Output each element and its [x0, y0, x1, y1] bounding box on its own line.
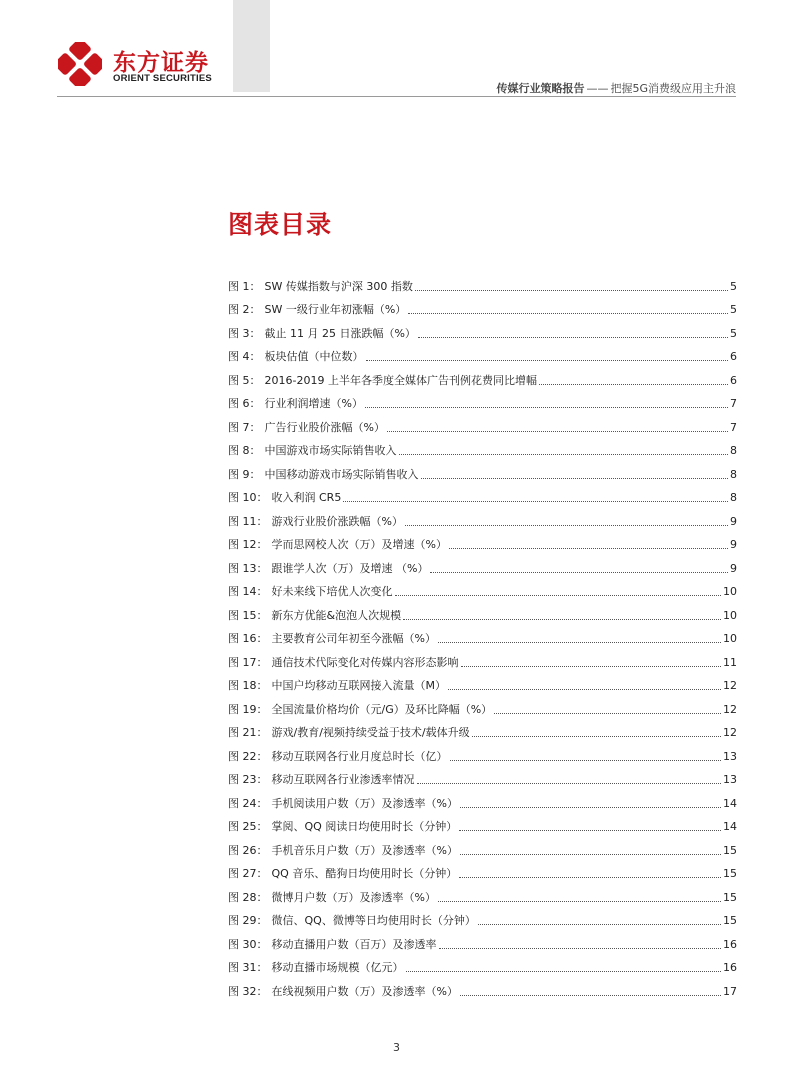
toc-dot-leader	[343, 501, 728, 502]
toc-entry-page: 6	[730, 373, 737, 387]
toc-entry-text: SW 传媒指数与沪深 300 指数	[264, 279, 413, 293]
toc-entry[interactable]	[228, 881, 737, 905]
toc-entry[interactable]	[228, 740, 737, 764]
toc-entry-text: 广告行业股价涨幅（%）	[264, 420, 385, 434]
toc-entry[interactable]	[228, 576, 737, 600]
toc-entry[interactable]	[228, 670, 737, 694]
toc-entry-label: 图 2：	[228, 303, 261, 316]
toc-entry-text: 移动互联网各行业月度总时长（亿）	[271, 749, 448, 763]
toc-entry-page: 16	[723, 961, 737, 974]
toc-entry-text: 跟谁学人次（万）及增速 （%）	[271, 561, 429, 575]
toc-entry-text: 学而思网校人次（万）及增速（%）	[271, 538, 447, 551]
toc-entry-page: 14	[723, 796, 737, 810]
toc-dot-leader	[472, 736, 721, 737]
toc-dot-leader	[365, 407, 728, 408]
toc-dot-leader	[460, 854, 721, 855]
toc-entry-text: 中国移动游戏市场实际销售收入	[264, 467, 419, 481]
toc-entry-text: 中国户均移动互联网接入流量（M）	[271, 679, 446, 692]
toc-entry-page: 12	[723, 702, 737, 716]
toc-entry-label: 图 5：	[228, 373, 261, 387]
toc-entry-label: 图 10：	[228, 491, 268, 504]
toc-entry[interactable]	[228, 435, 737, 459]
toc-dot-leader	[439, 948, 722, 949]
toc-dot-leader	[494, 713, 721, 714]
toc-entry-page: 9	[730, 561, 737, 575]
toc-entry-label: 图 23：	[228, 773, 268, 786]
toc-dot-leader	[448, 689, 721, 690]
toc-entry-text: 好未来线下培优人次变化	[271, 585, 393, 598]
toc-entry[interactable]	[228, 975, 737, 999]
toc-entry[interactable]	[228, 599, 737, 623]
toc-entry[interactable]	[228, 294, 737, 318]
toc-entry-page: 11	[723, 655, 737, 669]
toc-entry-label: 图 25：	[228, 820, 268, 833]
toc-dot-leader	[417, 783, 722, 784]
toc-entry[interactable]	[228, 646, 737, 670]
toc-entry-page: 9	[730, 514, 737, 528]
toc-entry[interactable]	[228, 905, 737, 929]
toc-entry-label: 图 32：	[228, 984, 268, 998]
toc-entry-label: 图 17：	[228, 655, 268, 669]
toc-entry[interactable]	[228, 270, 737, 294]
toc-entry-text: 行业利润增速（%）	[264, 397, 363, 410]
toc-entry-text: 主要教育公司年初至今涨幅（%）	[271, 632, 436, 645]
toc-entry-page: 10	[723, 632, 737, 645]
toc-entry-text: 通信技术代际变化对传媒内容形态影响	[271, 655, 459, 669]
toc-dot-leader	[366, 360, 729, 361]
toc-entry-page: 5	[730, 303, 737, 316]
toc-entry-text: 手机阅读用户数（万）及渗透率（%）	[271, 796, 458, 810]
report-type: 传媒行业策略报告	[496, 82, 585, 95]
toc-entry[interactable]	[228, 693, 737, 717]
toc-entry-label: 图 3：	[228, 326, 261, 340]
toc-entry-page: 14	[723, 820, 737, 833]
figure-toc-list	[228, 270, 737, 999]
toc-entry-text: 移动直播市场规模（亿元）	[271, 961, 404, 974]
toc-entry-label: 图 15：	[228, 608, 268, 622]
toc-entry-text: 移动直播用户数（百万）及渗透率	[271, 937, 437, 951]
toc-entry-label: 图 13：	[228, 561, 268, 575]
toc-dot-leader	[438, 901, 721, 902]
toc-entry-text: 移动互联网各行业渗透率情况	[271, 773, 415, 786]
toc-entry-label: 图 31：	[228, 961, 268, 974]
toc-entry-text: 游戏行业股价涨跌幅（%）	[271, 514, 403, 528]
toc-entry-label: 图 18：	[228, 679, 268, 692]
toc-entry-label: 图 8：	[228, 444, 261, 457]
toc-entry-label: 图 4：	[228, 350, 261, 363]
toc-dot-leader	[438, 642, 721, 643]
report-subtitle: 把握5G消费级应用主升浪	[610, 82, 736, 95]
toc-entry-text: 微博月户数（万）及渗透率（%）	[271, 890, 436, 904]
toc-entry-label: 图 27：	[228, 867, 268, 880]
toc-dot-leader	[387, 431, 728, 432]
toc-entry-text: 全国流量价格均价（元/G）及环比降幅（%）	[271, 702, 493, 716]
toc-entry-label: 图 1：	[228, 279, 261, 293]
orient-securities-logo-icon	[58, 42, 102, 86]
toc-entry-label: 图 16：	[228, 632, 268, 645]
toc-entry-text: 新东方优能&泡泡人次规模	[271, 608, 402, 622]
toc-entry-text: 微信、QQ、微博等日均使用时长（分钟）	[271, 914, 476, 927]
report-title	[496, 80, 736, 96]
toc-entry-page: 5	[730, 326, 737, 340]
toc-entry[interactable]	[228, 834, 737, 858]
toc-entry-label: 图 6：	[228, 397, 261, 410]
toc-entry-text: 中国游戏市场实际销售收入	[264, 444, 397, 457]
toc-dot-leader	[450, 760, 722, 761]
toc-dot-leader	[460, 995, 721, 996]
toc-entry[interactable]	[228, 787, 737, 811]
toc-entry-label: 图 7：	[228, 420, 261, 434]
toc-entry-page: 8	[730, 491, 737, 504]
toc-entry-page: 16	[723, 937, 737, 951]
toc-entry[interactable]	[228, 341, 737, 365]
toc-entry-page: 17	[723, 984, 737, 998]
toc-entry-page: 5	[730, 279, 737, 293]
toc-entry-page: 10	[723, 585, 737, 598]
toc-entry-page: 9	[730, 538, 737, 551]
toc-entry-text: 截止 11 月 25 日涨跌幅（%）	[264, 326, 416, 340]
toc-dot-leader	[460, 807, 721, 808]
toc-entry[interactable]	[228, 458, 737, 482]
toc-entry-text: 板块估值（中位数）	[264, 350, 364, 363]
toc-dot-leader	[399, 454, 729, 455]
toc-entry[interactable]	[228, 411, 737, 435]
toc-entry-page: 15	[723, 867, 737, 880]
toc-entry-label: 图 24：	[228, 796, 268, 810]
toc-dot-leader	[395, 595, 722, 596]
toc-entry-text: SW 一级行业年初涨幅（%）	[264, 303, 407, 316]
toc-entry[interactable]	[228, 764, 737, 788]
toc-entry-page: 15	[723, 890, 737, 904]
toc-entry-text: QQ 音乐、酷狗日均使用时长（分钟）	[271, 867, 458, 880]
toc-dot-leader	[430, 572, 728, 573]
toc-dot-leader	[478, 924, 721, 925]
toc-entry-text: 收入利润 CR5	[271, 491, 342, 504]
toc-entry[interactable]	[228, 317, 737, 341]
toc-entry[interactable]	[228, 623, 737, 647]
toc-entry-page: 7	[730, 397, 737, 410]
toc-entry-label: 图 9：	[228, 467, 261, 481]
toc-entry-label: 图 22：	[228, 749, 268, 763]
toc-dot-leader	[421, 478, 729, 479]
toc-entry[interactable]	[228, 505, 737, 529]
toc-entry[interactable]	[228, 388, 737, 412]
toc-entry[interactable]	[228, 952, 737, 976]
toc-entry-page: 15	[723, 843, 737, 857]
toc-entry-page: 10	[723, 608, 737, 622]
toc-entry[interactable]	[228, 364, 737, 388]
toc-dot-leader	[405, 525, 728, 526]
toc-dot-leader	[418, 337, 728, 338]
toc-entry-label: 图 19：	[228, 702, 268, 716]
toc-entry-label: 图 26：	[228, 843, 268, 857]
toc-title: 图表目录	[228, 210, 333, 239]
toc-entry-label: 图 29：	[228, 914, 268, 927]
toc-entry-page: 15	[723, 914, 737, 927]
toc-dot-leader	[415, 290, 728, 291]
toc-entry[interactable]	[228, 482, 737, 506]
toc-entry-page: 13	[723, 749, 737, 763]
toc-entry-text: 在线视频用户数（万）及渗透率（%）	[271, 984, 458, 998]
toc-entry[interactable]	[228, 858, 737, 882]
toc-dot-leader	[539, 384, 728, 385]
toc-entry-label: 图 21：	[228, 726, 268, 739]
toc-dot-leader	[403, 619, 721, 620]
toc-entry-page: 12	[723, 679, 737, 692]
toc-dot-leader	[449, 548, 728, 549]
toc-entry[interactable]	[228, 717, 737, 741]
page-number: 3	[393, 1041, 400, 1054]
toc-entry-text: 游戏/教育/视频持续受益于技术/载体升级	[271, 726, 470, 739]
toc-entry-label: 图 14：	[228, 585, 268, 598]
toc-entry-text: 掌阅、QQ 阅读日均使用时长（分钟）	[271, 820, 458, 833]
header-accent-bar	[233, 0, 270, 92]
toc-entry[interactable]	[228, 811, 737, 835]
toc-dot-leader	[406, 971, 722, 972]
toc-dot-leader	[408, 313, 728, 314]
brand-name-english: ORIENT SECURITIES	[113, 73, 212, 84]
brand-name-chinese: 东方证券	[113, 50, 209, 76]
toc-entry[interactable]	[228, 529, 737, 553]
toc-entry-text: 2016-2019 上半年各季度全媒体广告刊例花费同比增幅	[264, 373, 537, 387]
toc-entry-text: 手机音乐月户数（万）及渗透率（%）	[271, 843, 458, 857]
toc-entry[interactable]	[228, 928, 737, 952]
toc-entry-page: 8	[730, 467, 737, 481]
toc-entry-page: 8	[730, 444, 737, 457]
toc-entry-page: 13	[723, 773, 737, 786]
toc-entry-label: 图 30：	[228, 937, 268, 951]
toc-entry-page: 6	[730, 350, 737, 363]
toc-dot-leader	[459, 877, 721, 878]
toc-entry-label: 图 28：	[228, 890, 268, 904]
toc-entry-page: 12	[723, 726, 737, 739]
title-separator: ——	[586, 82, 609, 95]
toc-entry[interactable]	[228, 552, 737, 576]
toc-entry-label: 图 12：	[228, 538, 268, 551]
toc-dot-leader	[459, 830, 721, 831]
toc-entry-label: 图 11：	[228, 514, 268, 528]
header-divider	[57, 96, 736, 97]
toc-dot-leader	[461, 666, 722, 667]
toc-entry-page: 7	[730, 420, 737, 434]
